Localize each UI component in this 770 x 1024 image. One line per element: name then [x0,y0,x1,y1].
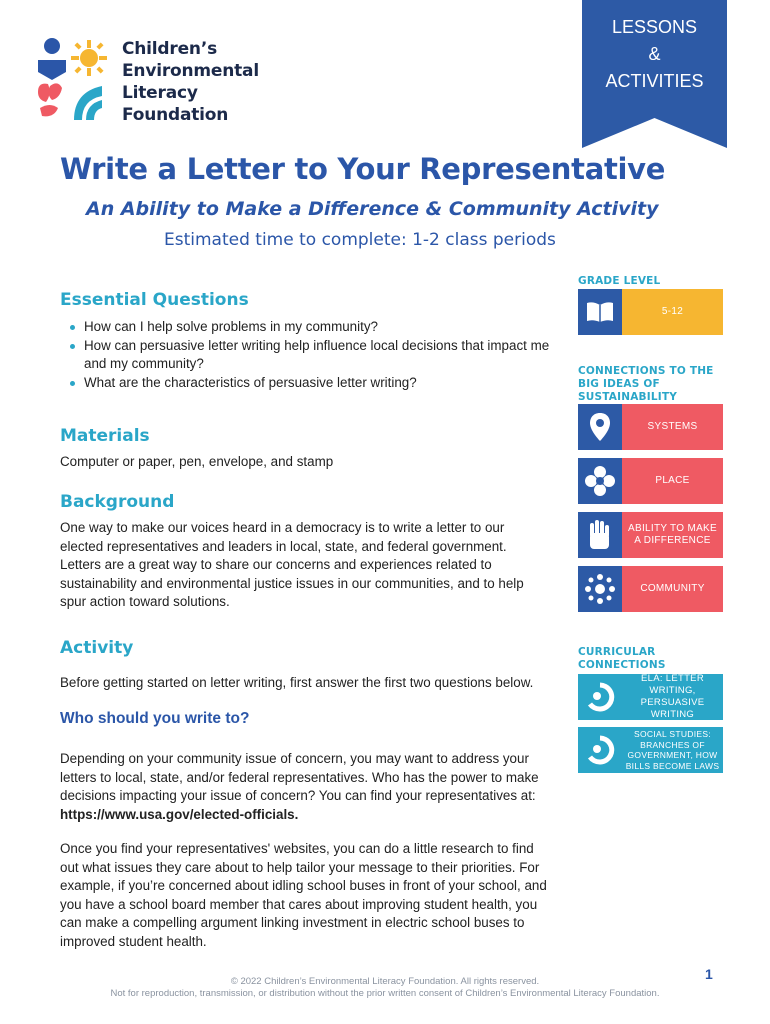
logo-mark-icon [36,36,118,122]
activity-paragraph-1 [60,750,550,824]
ribbon-line: ACTIVITIES [605,71,704,91]
ribbon-line: & [648,44,661,64]
ribbon-line: LESSONS [611,17,698,37]
logo-line: Foundation [122,105,229,125]
copyright-text: © 2022 Children’s Environmental Literacy Foundation. All rights reserved. [230,976,540,987]
big-idea-label: COMMUNITY [622,566,723,612]
time-estimate: Estimated time to complete: 1-2 class periods [164,230,556,250]
connections-heading: CONNECTIONS TO THE BIG IDEAS OF SUSTAINABILITY [578,365,714,403]
curricular-icon [578,674,622,720]
big-idea-label: PLACE [622,458,723,504]
question-item: How can persuasive letter writing help influence local decisions that impact me and my community? [60,337,550,374]
community-icon [578,566,622,612]
curricular-heading: CURRICULAR CONNECTIONS [578,646,666,671]
curricular-icon [578,727,622,773]
grade-level-heading: GRADE LEVEL [578,275,661,287]
activity-heading: Activity [60,638,134,658]
who-to-write-heading: Who should you write to? [60,710,250,727]
flower-icon [578,458,622,504]
materials-text: Computer or paper, pen, envelope, and stamp [60,454,334,469]
big-idea-label: ABILITY TO MAKE A DIFFERENCE [622,512,723,558]
logo-line: Children’s [122,39,217,59]
page-title: Write a Letter to Your Representative [60,152,666,186]
activity-intro: Before getting started on letter writing, first answer the first two questions below. [60,675,534,690]
big-idea-card-systems [578,404,723,450]
big-idea-card-ability [578,512,723,558]
background-heading: Background [60,492,175,512]
curricular-label: SOCIAL STUDIES: BRANCHES OF GOVERNMENT, HOW BILLS BECOME LAWS [622,727,723,773]
big-idea-card-place [578,458,723,504]
curricular-label: ELA: LETTER WRITING, PERSUASIVE WRITING [622,674,723,720]
page-number: 1 [705,966,713,982]
grade-level-card [578,289,723,335]
logo-line: Literacy [122,83,198,103]
activity-paragraph-2: Once you find your representatives' websites, you can do a little research to find out what issues they care about to help tailor your message to their priorities. For example, if you’re concerned about idling school buses in front of your school, and you have a school board member that cares about improving student health, you can make a compelling argument linking investment in electric school buses to improved student health. [60,841,547,949]
paragraph-text: Depending on your community issue of concern, you may want to address your letters to local, state, and/or federal representatives. Who has the power to make decisions impacting your issue of concern? You can find your representatives at: [60,751,539,803]
question-item: What are the characteristics of persuasive letter writing? [60,374,550,393]
question-item: How can I help solve problems in my community? [60,318,550,337]
footer [40,976,730,1000]
curricular-card-social-studies [578,727,723,773]
grade-level-value: 5-12 [622,289,723,335]
logo-wordmark [122,38,259,126]
big-idea-label: SYSTEMS [622,404,723,450]
map-pin-icon [578,404,622,450]
big-idea-card-community [578,566,723,612]
background-text: One way to make our voices heard in a democracy is to write a letter to our elected representatives and leaders in local, state, and federal government. Letters are a great way to share our concerns and experiences related to sustainability and environmental justice issues in our communities, and to help spur action toward solutions. [60,520,524,609]
curricular-card-ela [578,674,723,720]
essential-questions-heading: Essential Questions [60,290,249,310]
logo-line: Environmental [122,61,259,81]
raised-hand-icon [578,512,622,558]
footer-notice: Not for reproduction, transmission, or distribution without the prior written consent of Children’s Environmental Literacy Foundation. [110,988,660,999]
materials-heading: Materials [60,426,150,446]
representatives-link[interactable]: https://www.usa.gov/elected-officials. [60,806,299,822]
book-icon [578,289,622,335]
logo [36,36,118,122]
essential-questions-list [60,318,550,392]
ribbon-label [582,14,727,95]
page-subtitle: An Ability to Make a Difference & Community Activity [86,198,659,220]
